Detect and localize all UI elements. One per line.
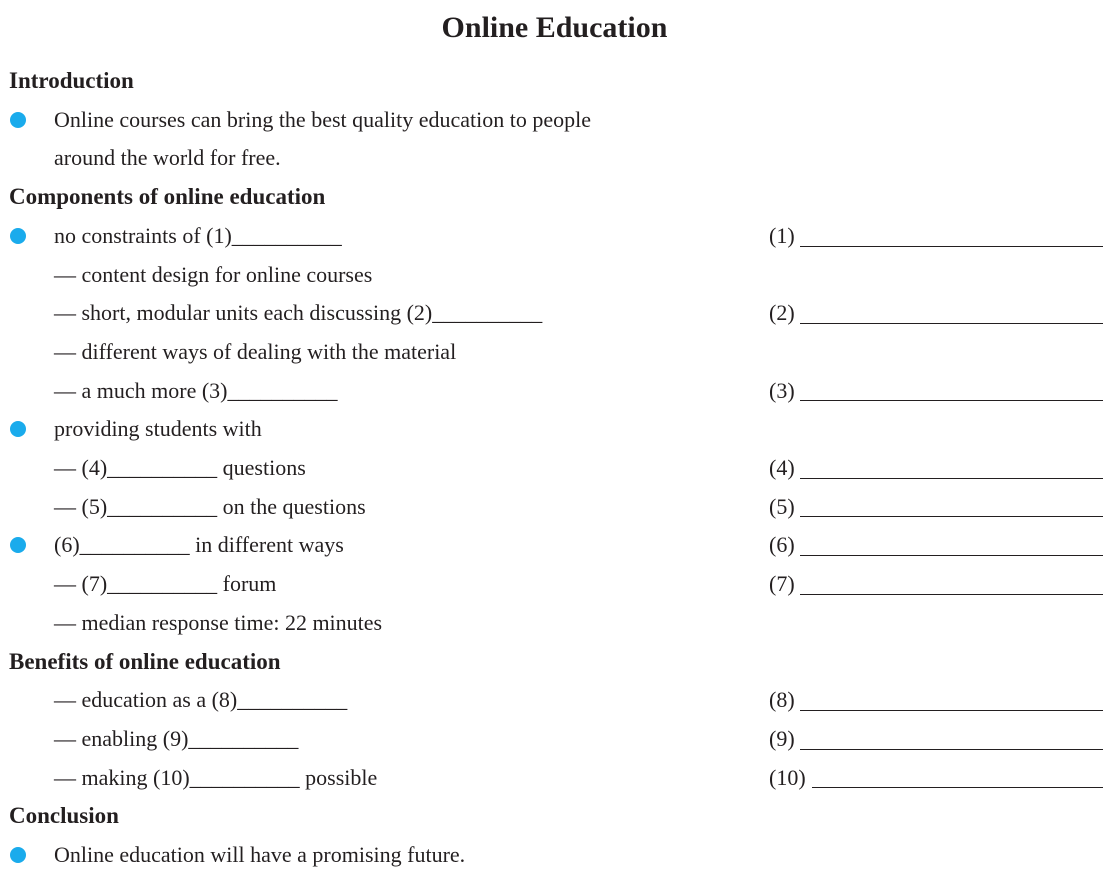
- answer-line: [800, 516, 1103, 517]
- answer-number: (8): [769, 687, 795, 713]
- sub-item: [0, 565, 1109, 604]
- section-introduction: [0, 62, 1109, 101]
- answer-number: (5): [769, 493, 795, 519]
- sub-item: [0, 294, 1109, 333]
- section-heading: Components of online education: [9, 184, 326, 210]
- sub-item: [0, 256, 1109, 295]
- answer-blank-3[interactable]: [769, 372, 1103, 411]
- item-text: — content design for online courses: [54, 261, 373, 287]
- bullet-icon: [10, 112, 26, 128]
- list-item: [0, 526, 1109, 565]
- page-title: Online Education: [441, 11, 668, 44]
- answer-number: (9): [769, 725, 795, 751]
- answer-blank-9[interactable]: [769, 720, 1103, 759]
- answer-number: (7): [769, 571, 795, 597]
- answer-blank-7[interactable]: [769, 565, 1103, 604]
- item-text: (6)__________ in different ways: [54, 532, 344, 558]
- sub-item: [0, 372, 1109, 411]
- section-conclusion: [0, 797, 1109, 836]
- item-text: — different ways of dealing with the material: [54, 338, 457, 364]
- section-benefits: [0, 643, 1109, 682]
- list-item: [0, 217, 1109, 256]
- item-text: — a much more (3)__________: [54, 377, 338, 403]
- item-text: — (4)__________ questions: [54, 455, 306, 480]
- item-text: — (5)__________ on the questions: [54, 493, 366, 519]
- sub-item: [0, 449, 1109, 488]
- bullet-icon: [10, 537, 26, 553]
- section-heading: Conclusion: [9, 803, 119, 829]
- answer-line: [800, 710, 1103, 711]
- answer-blank-5[interactable]: [769, 488, 1103, 527]
- item-text: — enabling (9)__________: [54, 725, 299, 751]
- item-text: — (7)__________ forum: [54, 571, 277, 597]
- answer-number: (4): [769, 455, 795, 480]
- section-components: [0, 178, 1109, 217]
- item-text: Online education will have a promising future.: [54, 842, 466, 867]
- answer-blank-4[interactable]: [769, 449, 1103, 488]
- answer-number: (3): [769, 377, 795, 403]
- list-item: [0, 836, 1109, 875]
- answer-blank-1[interactable]: [769, 217, 1103, 256]
- item-text: — making (10)__________ possible: [54, 764, 378, 790]
- answer-line: [800, 246, 1103, 247]
- answer-blank-6[interactable]: [769, 526, 1103, 565]
- sub-item: [0, 720, 1109, 759]
- item-text: — education as a (8)__________: [54, 687, 348, 713]
- answer-number: (6): [769, 532, 795, 558]
- answer-number: (2): [769, 300, 795, 326]
- sub-item: [0, 333, 1109, 372]
- sub-item: [0, 759, 1109, 798]
- answer-number: (1): [769, 222, 795, 248]
- bullet-icon: [10, 228, 26, 244]
- item-text: no constraints of (1)__________: [54, 222, 342, 248]
- section-heading: Benefits of online education: [9, 648, 281, 674]
- answer-line: [812, 787, 1103, 788]
- answer-number: (10): [769, 764, 806, 790]
- item-text: providing students with: [54, 416, 262, 442]
- answer-line: [800, 555, 1103, 556]
- answer-blank-2[interactable]: [769, 294, 1103, 333]
- answer-line: [800, 749, 1103, 750]
- list-item: [0, 410, 1109, 449]
- bullet-icon: [10, 421, 26, 437]
- sub-item: [0, 488, 1109, 527]
- section-heading: Introduction: [9, 68, 134, 93]
- sub-item: [0, 604, 1109, 643]
- answer-line: [800, 478, 1103, 479]
- bullet-icon: [10, 847, 26, 863]
- answer-line: [800, 323, 1103, 324]
- answer-blank-8[interactable]: [769, 681, 1103, 720]
- answer-blank-10[interactable]: [769, 759, 1103, 798]
- list-item-continued: [0, 139, 1109, 178]
- item-text: — median response time: 22 minutes: [54, 609, 383, 635]
- sub-item: [0, 681, 1109, 720]
- answer-line: [800, 400, 1103, 401]
- item-text: — short, modular units each discussing (2)__________: [54, 300, 543, 326]
- item-text: Online courses can bring the best quality education to people: [54, 106, 592, 132]
- list-item: [0, 101, 1109, 140]
- item-text: around the world for free.: [54, 145, 281, 171]
- answer-line: [800, 594, 1103, 595]
